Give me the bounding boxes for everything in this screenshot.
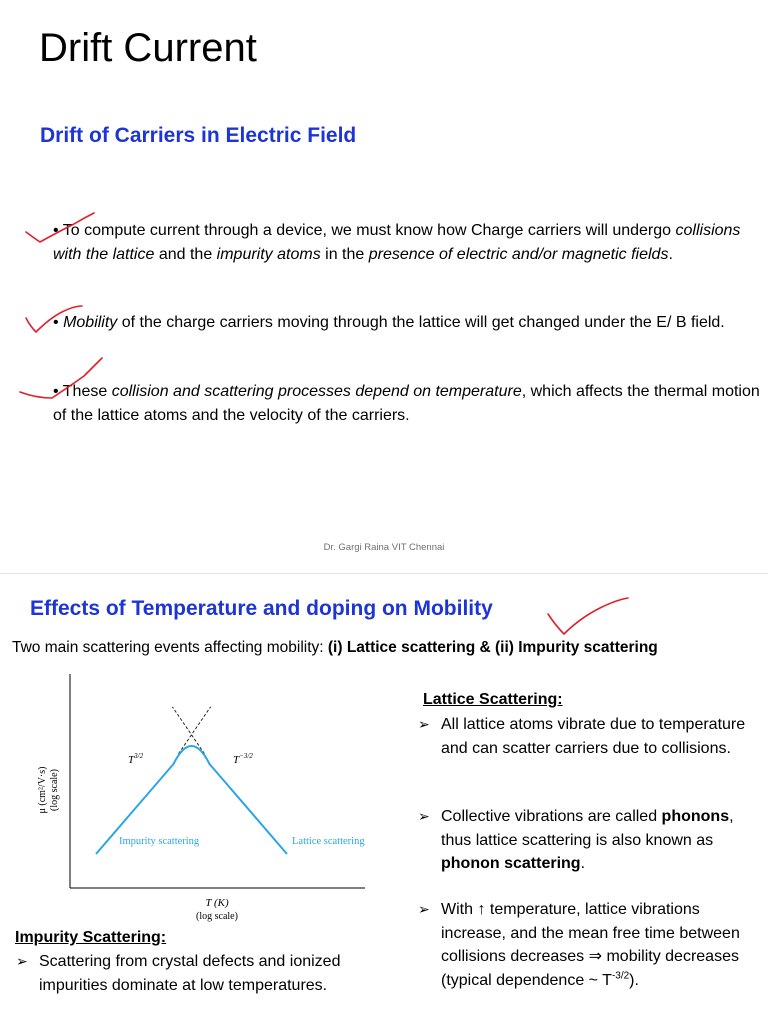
intro-line (12, 639, 658, 657)
lattice-item (418, 713, 766, 760)
text-run: in the (320, 245, 369, 263)
bullet-marker: • (53, 222, 59, 239)
bullet-paragraph-collisions (53, 219, 763, 266)
lattice-item (418, 805, 766, 876)
text-run: ). (629, 971, 639, 989)
text-run: . (580, 855, 586, 872)
arrow-bullet-icon: ➢ (418, 716, 430, 732)
arrow-bullet-icon: ➢ (418, 808, 430, 824)
text-run: , thus lattice scattering is also known as (441, 808, 734, 849)
slide-divider (0, 573, 768, 574)
text-run: presence of electric and/or magnetic fields (368, 245, 669, 263)
text-run: . (668, 245, 673, 263)
text-run: These (58, 383, 112, 400)
check-mark-icon (548, 598, 628, 634)
text-run: Two main scattering events affecting mobility: (12, 639, 328, 656)
bullet-marker: • (53, 383, 59, 400)
text-run: impurity atoms (216, 245, 321, 263)
lattice-scattering-label: Lattice scattering (292, 836, 365, 847)
arrow-bullet-icon: ➢ (418, 901, 430, 917)
text-run: collisions with the lattice (53, 222, 741, 263)
impurity-scattering-label: Impurity scattering (119, 836, 200, 847)
text-run: To compute current through a device, we must know how Charge carriers will undergo (58, 222, 676, 239)
bullet-paragraph-temperature (53, 380, 763, 427)
text-run: of the charge carriers moving through the lattice will get changed under the E/ B field. (117, 314, 725, 331)
text-run: All lattice atoms vibrate due to temperature and can scatter carriers due to collisions. (441, 716, 746, 757)
lattice-item (418, 898, 766, 992)
text-run: phonon scattering (441, 855, 581, 872)
slide-footer: Dr. Gargi Raina VIT Chennai (323, 542, 445, 553)
mobility-vs-temperature-chart (30, 670, 380, 930)
slope-label-right: $T^{-3/2}$ (233, 752, 253, 766)
slide-title-mobility: Effects of Temperature and doping on Mobility (30, 597, 493, 620)
text-run: Collective vibrations are called (441, 808, 662, 825)
lattice-item-text (441, 713, 766, 760)
impurity-item (16, 950, 396, 997)
y-axis-scale-note: (log scale) (49, 769, 60, 811)
impurity-item-text (39, 950, 396, 997)
x-axis-scale-note: (log scale) (196, 911, 238, 922)
lattice-item-text (441, 805, 766, 876)
slope-label-left: $T^{3/2}$ (128, 752, 144, 766)
bullet-text (53, 383, 760, 424)
slide-title: Drift Current (39, 26, 257, 70)
text-run: (i) Lattice scattering & (ii) Impurity scattering (327, 639, 658, 656)
lattice-item-text (441, 898, 766, 992)
arrow-bullet-icon: ➢ (16, 953, 28, 969)
lattice-scattering-heading: Lattice Scattering: (423, 691, 563, 708)
text-run: and the (154, 245, 217, 263)
bullet-marker: • (53, 314, 59, 331)
text-run: , which affects the thermal motion of the lattice atoms and the velocity of the carriers. (53, 383, 760, 424)
text-run: -3/2 (611, 970, 630, 982)
text-run: phonons (661, 808, 730, 825)
bullet-text (59, 314, 725, 331)
impurity-scattering-heading: Impurity Scattering: (15, 929, 167, 946)
bullet-paragraph-mobility (53, 311, 763, 335)
text-run: With ↑ temperature, lattice vibrations increase, and the mean free time between collisions decreases ⇒ mobility decreases (typical dependence ~ T (441, 901, 740, 989)
x-axis-label: T (K) (205, 897, 229, 909)
text-run: Mobility (63, 314, 118, 331)
y-axis-label: μ (cm²/V·s) (37, 766, 48, 814)
text-run: collision and scattering processes depend on temperature (111, 383, 522, 400)
slide-subtitle: Drift of Carriers in Electric Field (40, 124, 357, 147)
text-run: Scattering from crystal defects and ionized impurities dominate at low temperatures. (39, 953, 341, 994)
bullet-text (53, 222, 740, 263)
